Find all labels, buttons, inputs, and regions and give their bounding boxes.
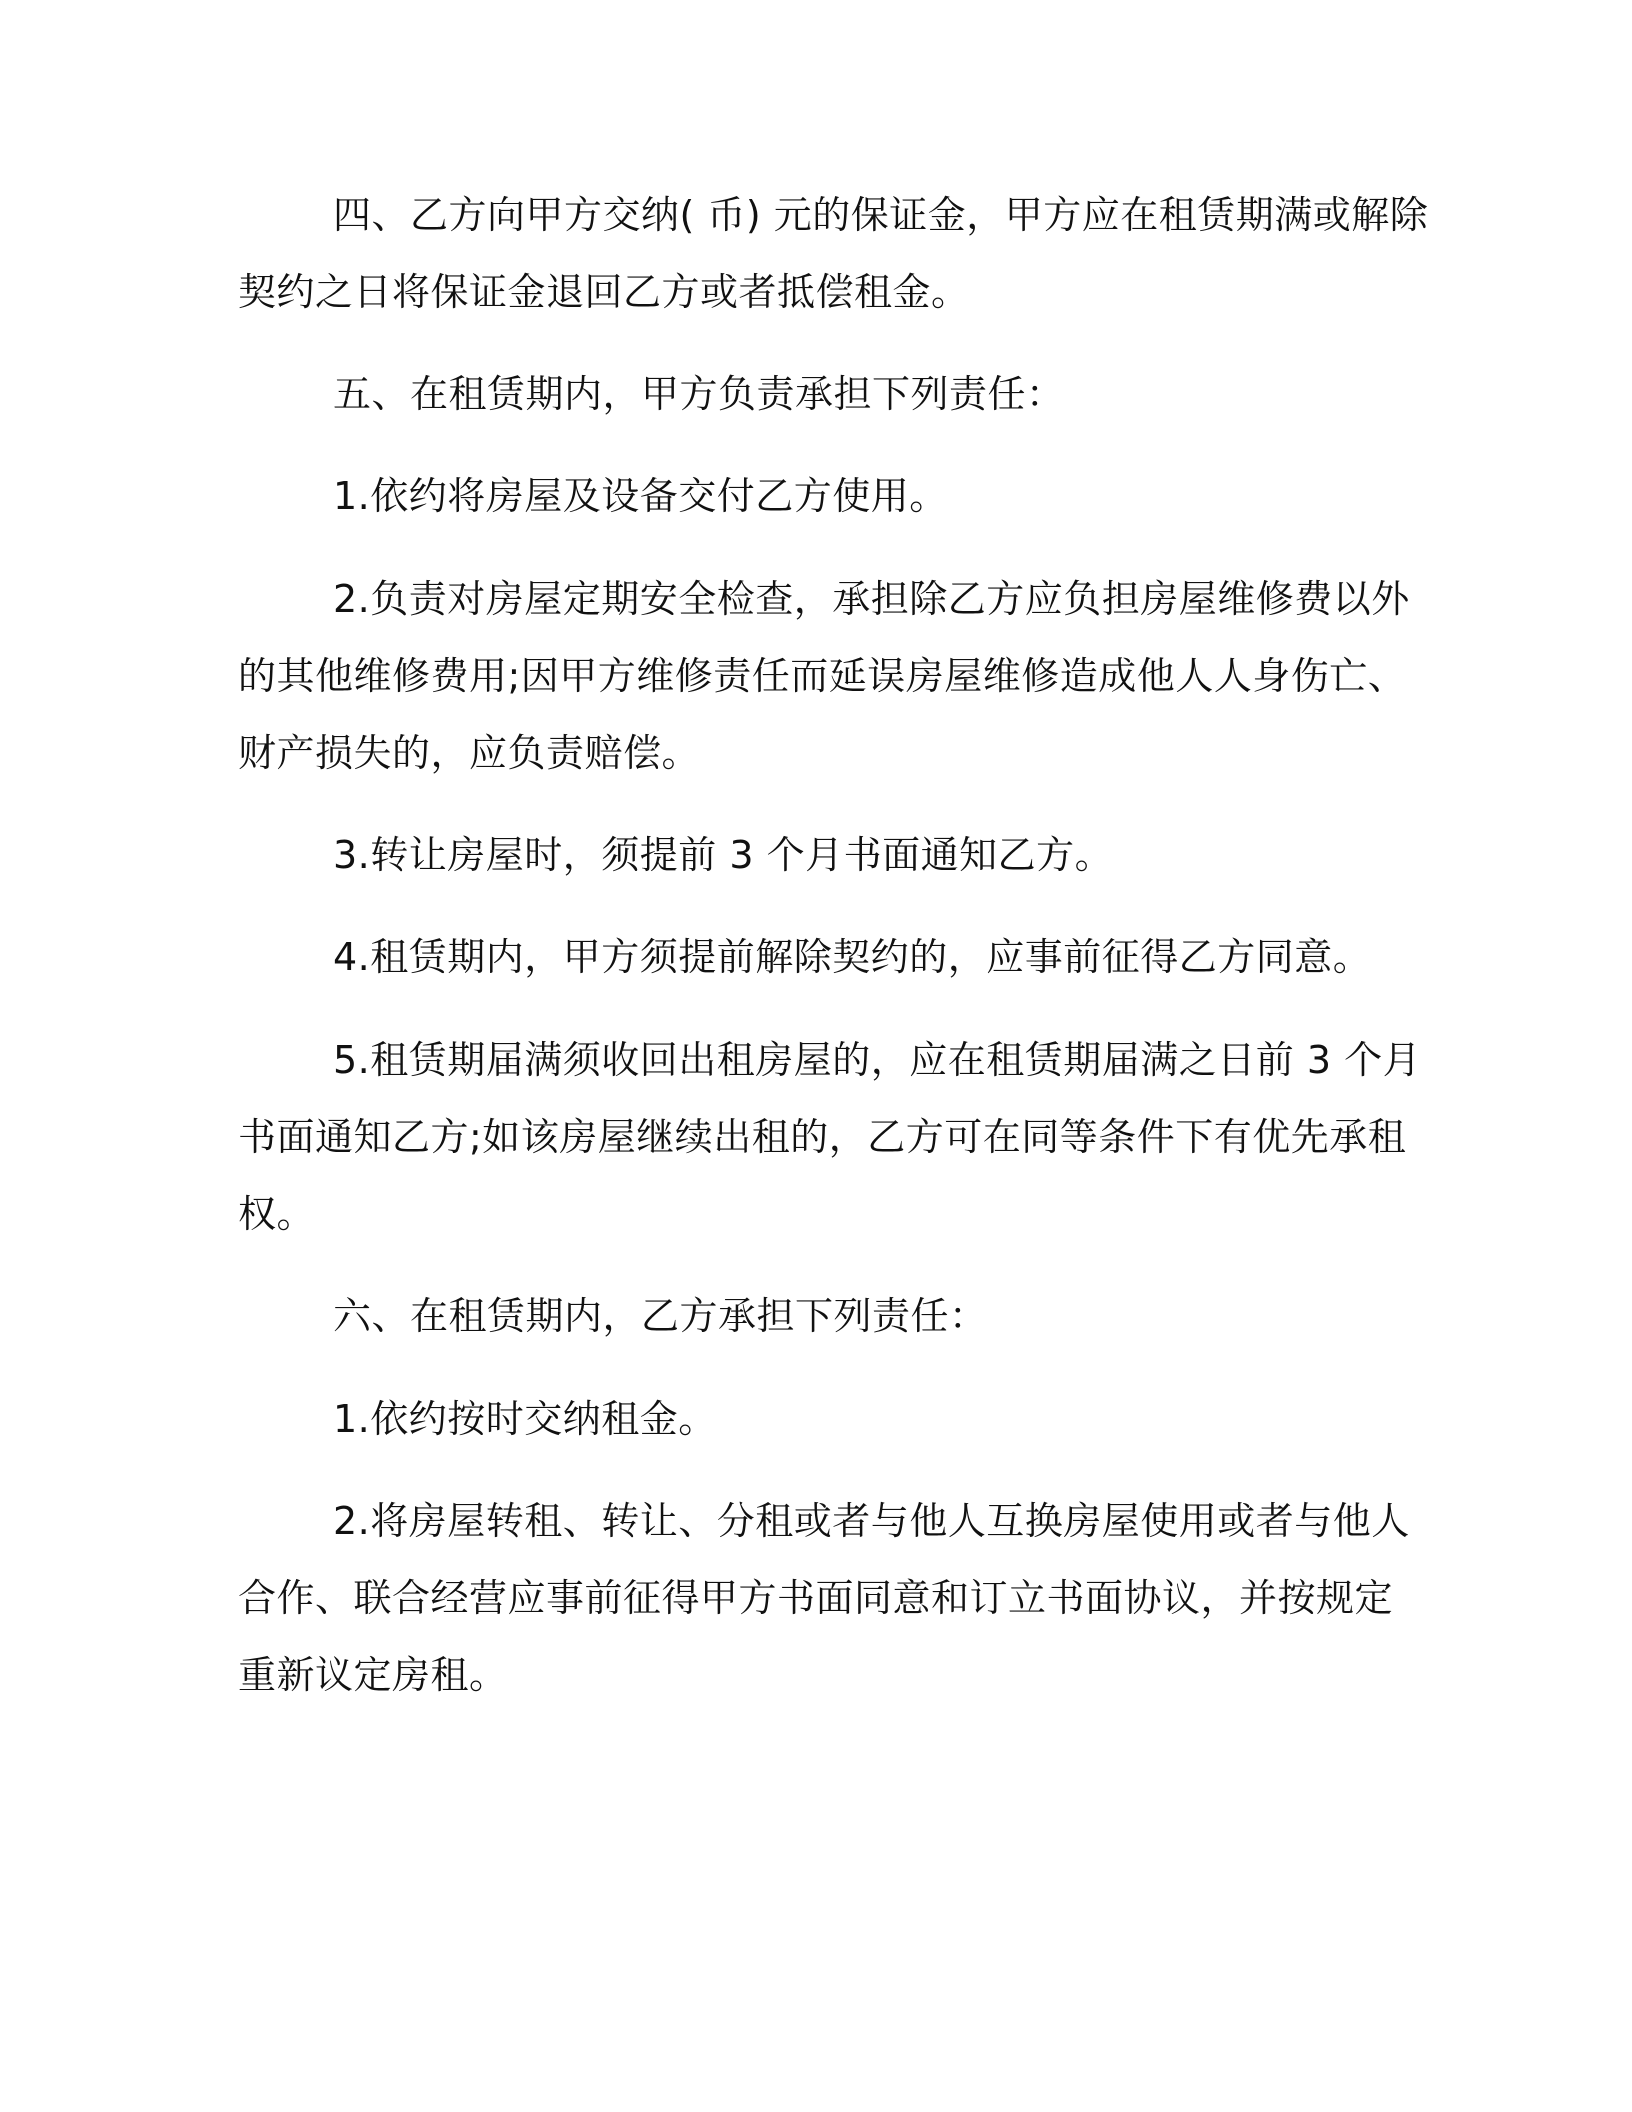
clause-6-heading: 六、在租赁期内，乙方承担下列责任： [333, 1294, 988, 1338]
clause-5-item-5-line-2: 书面通知乙方;如该房屋继续出租的，乙方可在同等条件下有优先承租 [238, 1115, 1407, 1159]
clause-6-item-2-line-1: 2.将房屋转租、转让、分租或者与他人互换房屋使用或者与他人 [333, 1499, 1410, 1543]
clause-5-item-4: 4.租赁期内，甲方须提前解除契约的，应事前征得乙方同意。 [333, 935, 1372, 979]
clause-5-item-2-line-2: 的其他维修费用;因甲方维修责任而延误房屋维修造成他人人身伤亡、 [238, 654, 1407, 698]
clause-6-item-1: 1.依约按时交纳租金。 [333, 1397, 717, 1441]
clause-5-item-2-line-1: 2.负责对房屋定期安全检查，承担除乙方应负担房屋维修费以外 [333, 577, 1410, 621]
clause-5-heading: 五、在租赁期内，甲方负责承担下列责任： [333, 372, 1065, 416]
clause-5-item-5-line-1: 5.租赁期届满须收回出租房屋的，应在租赁期届满之日前 3 个月 [333, 1038, 1422, 1082]
clause-4-line-1: 四、乙方向甲方交纳( 币) 元的保证金，甲方应在租赁期满或解除 [333, 193, 1429, 237]
clause-5-item-1: 1.依约将房屋及设备交付乙方使用。 [333, 474, 948, 518]
clause-5-item-5-line-3: 权。 [238, 1192, 316, 1236]
clause-5-item-3: 3.转让房屋时，须提前 3 个月书面通知乙方。 [333, 833, 1114, 877]
clause-5-item-2-line-3: 财产损失的，应负责赔偿。 [238, 731, 701, 775]
clause-4-line-2: 契约之日将保证金退回乙方或者抵偿租金。 [238, 270, 970, 314]
clause-6-item-2-line-2: 合作、联合经营应事前征得甲方书面同意和订立书面协议，并按规定 [238, 1576, 1394, 1620]
clause-6-item-2-line-3: 重新议定房租。 [238, 1653, 508, 1697]
